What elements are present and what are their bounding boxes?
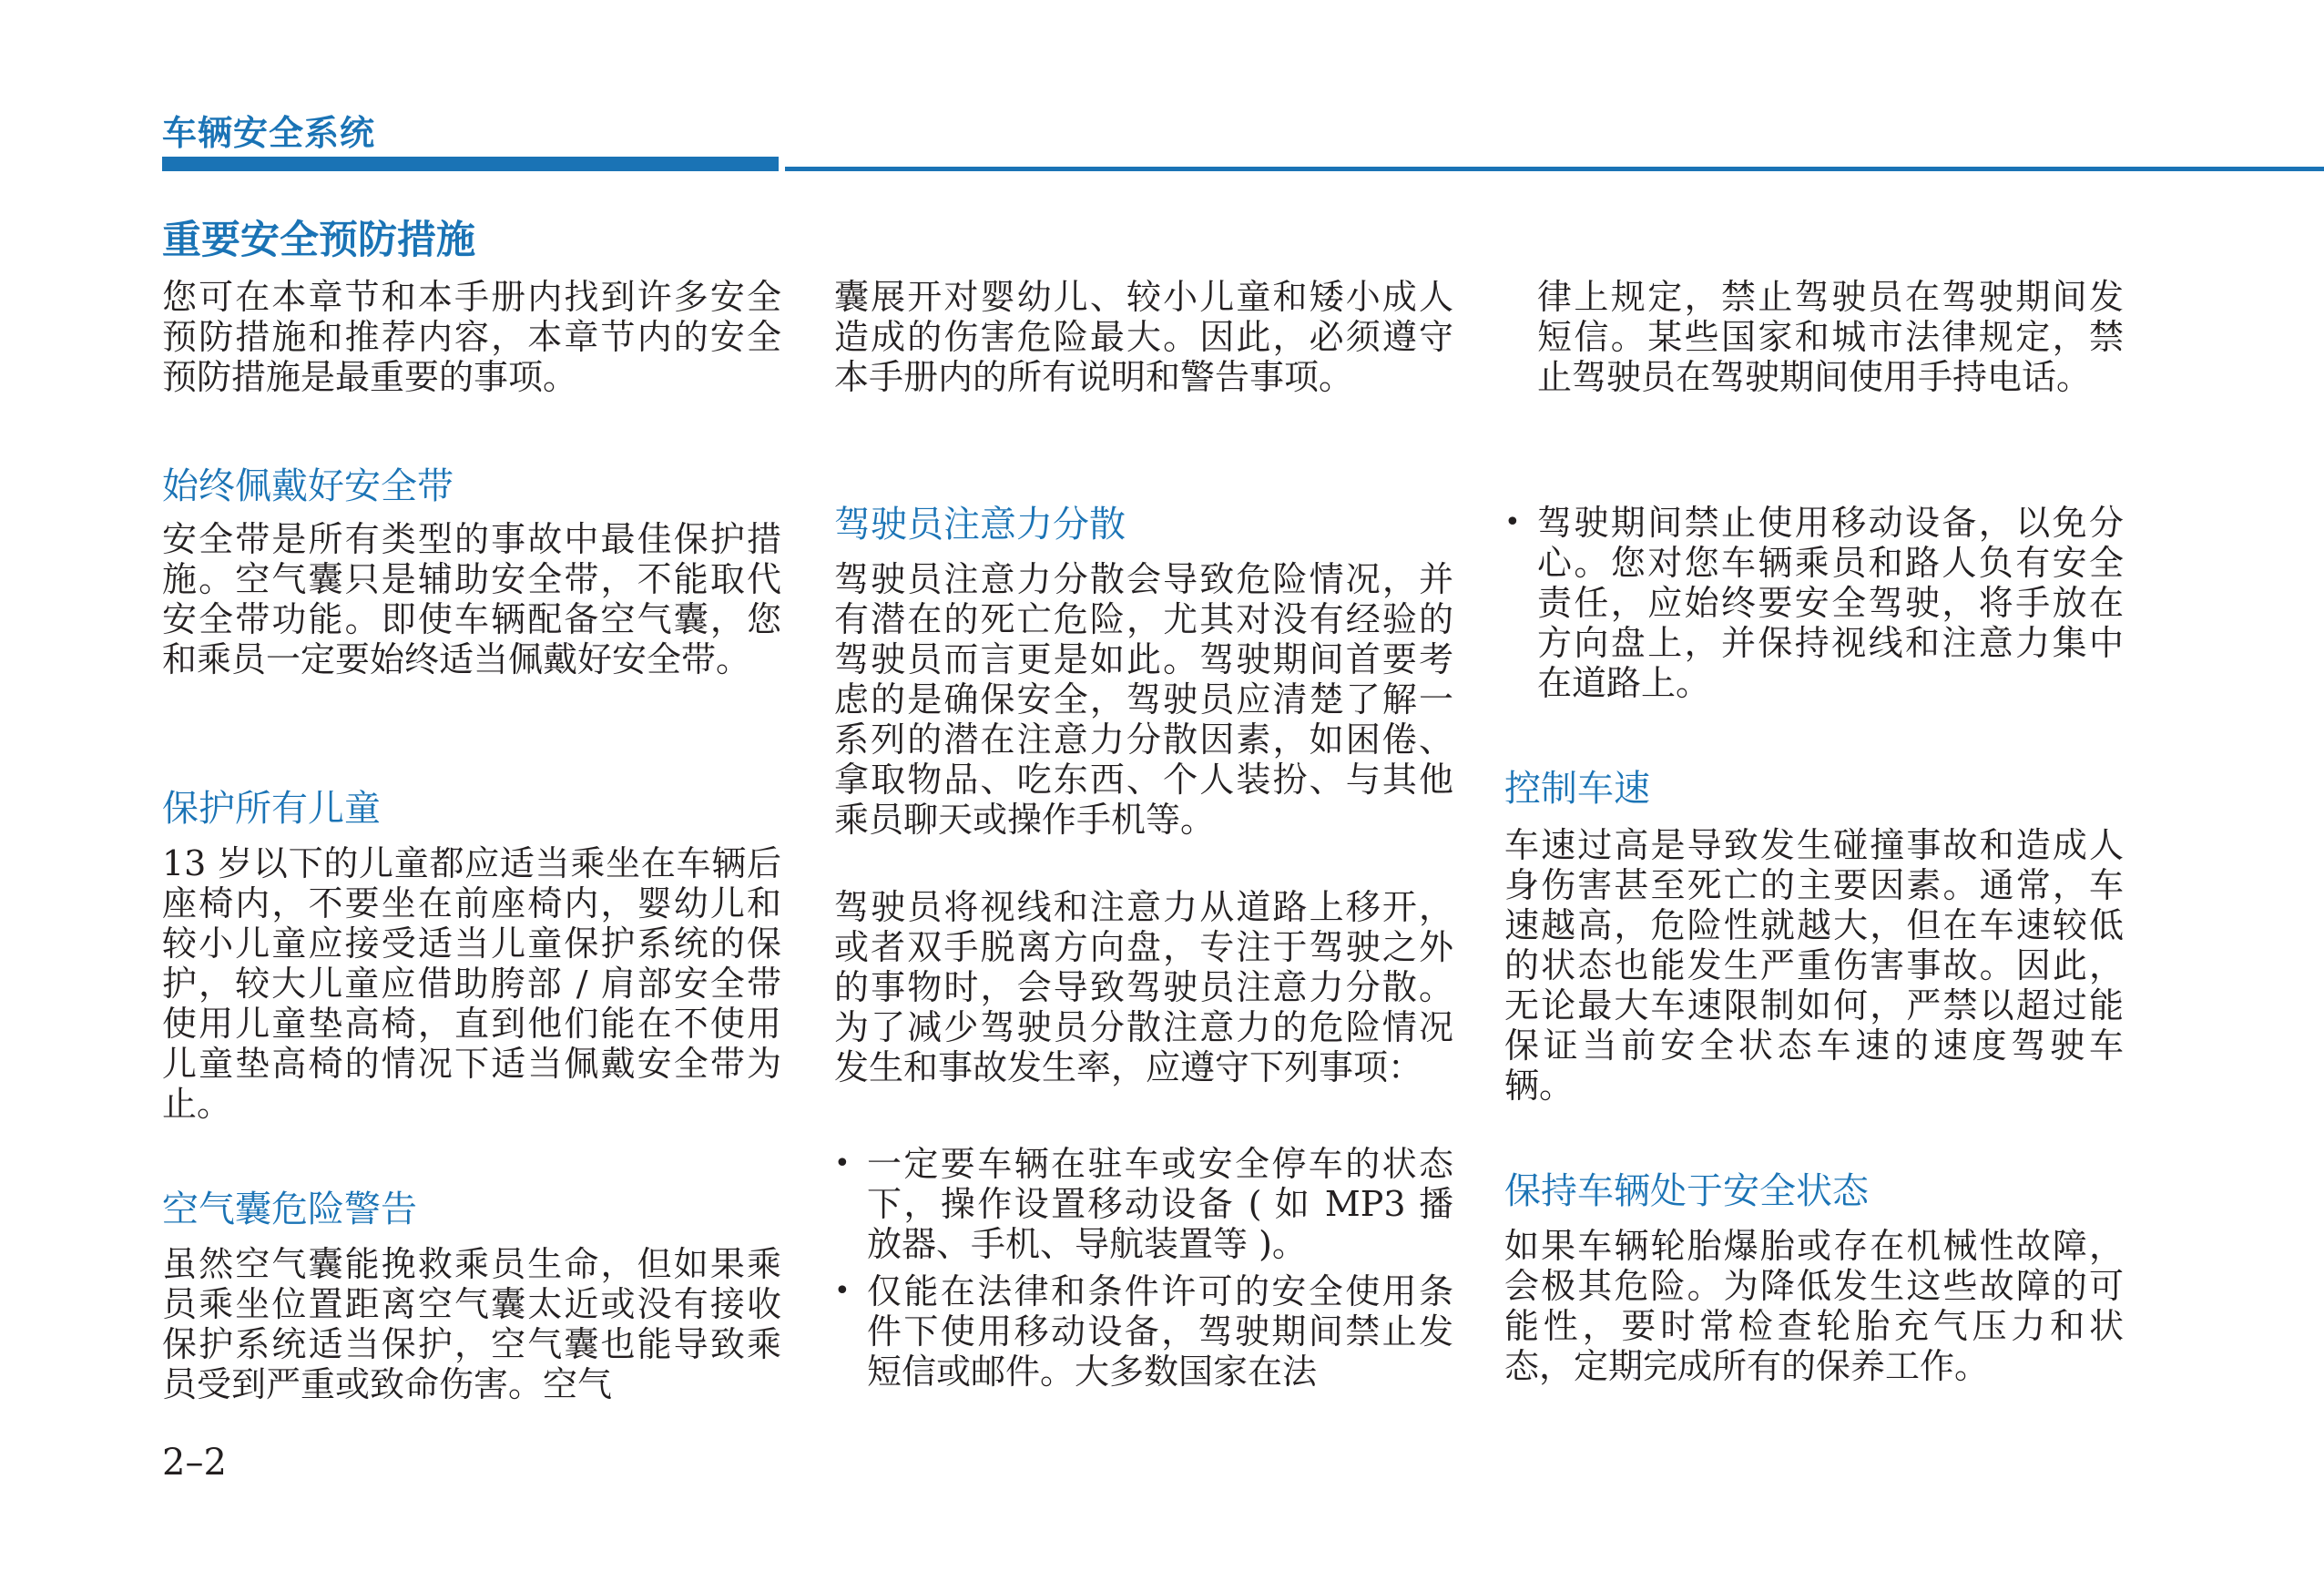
distraction-paragraph-2: 驾驶员将视线和注意力从道路上移开，或者双手脱离方向盘，专注于驾驶之外的事物时，会导致驾驶员注意力分散。为了减少驾驶员分散注意力的危险情况发生和事故发生率，应遵守下列事项： <box>834 887 1453 1087</box>
bullet-dot-icon: • <box>834 1275 851 1307</box>
airbag-paragraph-continued: 囊展开对婴幼儿、较小儿童和矮小成人造成的伤害危险最大。因此，必须遵守本手册内的所有说明和警告事项。 <box>834 277 1453 397</box>
header-rule-thick <box>162 157 779 171</box>
section-title-seatbelt: 始终佩戴好安全带 <box>162 465 454 507</box>
distraction-paragraph-1: 驾驶员注意力分散会导致危险情况，并有潜在的死亡危险，尤其对没有经验的驾驶员而言更是如此。驾驶期间首要考虑的是确保安全，驾驶员应清楚了解一系列的潜在注意力分散因素，如困倦、拿取物品、吃东西、个人装扮、与其他乘员聊天或操作手机等。 <box>834 559 1453 840</box>
bullet-text-continued: 律上规定，禁止驾驶员在驾驶期间发短信。某些国家和城市法律规定，禁止驾驶员在驾驶期间使用手持电话。 <box>1537 277 2124 397</box>
page-number: 2–2 <box>162 1442 227 1484</box>
section-title-distraction: 驾驶员注意力分散 <box>834 504 1126 546</box>
bullet-dot-icon: • <box>1504 506 1521 538</box>
chapter-title: 车辆安全系统 <box>162 113 376 153</box>
seatbelt-paragraph: 安全带是所有类型的事故中最佳保护措施。空气囊只是辅助安全带，不能取代安全带功能。即使车辆配备空气囊，您和乘员一定要始终适当佩戴好安全带。 <box>162 519 781 679</box>
bullet-text: 仅能在法律和条件许可的安全使用条件下使用移动设备，驾驶期间禁止发短信或邮件。大多数国家在法 <box>867 1271 1453 1392</box>
intro-paragraph: 您可在本章节和本手册内找到许多安全预防措施和推荐内容，本章节内的安全预防措施是最重要的事项。 <box>162 277 781 397</box>
children-paragraph: 13 岁以下的儿童都应适当乘坐在车辆后座椅内，不要坐在前座椅内，婴幼儿和较小儿童应接受适当儿童保护系统的保护，较大儿童应借助胯部 / 肩部安全带使用儿童垫高椅，直到他们能在不使用儿童垫高椅的情况下适当佩戴安全带为止。 <box>162 843 781 1124</box>
bullet-item <box>834 1144 1453 1264</box>
bullet-item <box>834 1271 1453 1392</box>
section-title-airbag: 空气囊危险警告 <box>162 1188 417 1230</box>
header-rule-thin <box>785 167 2324 171</box>
section-title-children: 保护所有儿童 <box>162 788 381 830</box>
airbag-paragraph: 虽然空气囊能挽救乘员生命，但如果乘员乘坐位置距离空气囊太近或没有接收保护系统适当保护，空气囊也能导致乘员受到严重或致命伤害。空气 <box>162 1244 781 1404</box>
speed-paragraph: 车速过高是导致发生碰撞事故和造成人身伤害甚至死亡的主要因素。通常，车速越高，危险性就越大，但在车速较低的状态也能发生严重伤害事故。因此，无论最大车速限制如何，严禁以超过能保证当前安全状态车速的速度驾驶车辆。 <box>1504 825 2124 1106</box>
section-title-speed: 控制车速 <box>1504 768 1650 810</box>
bullet-text: 一定要车辆在驻车或安全停车的状态下，操作设置移动设备 ( 如 MP3 播放器、手机、导航装置等 )。 <box>867 1144 1453 1264</box>
bullet-dot-icon: • <box>834 1148 851 1179</box>
section-title-safe-condition: 保持车辆处于安全状态 <box>1504 1170 1869 1212</box>
bullet-item <box>1504 503 2124 703</box>
page-title: 重要安全预防措施 <box>162 218 475 263</box>
safe-condition-paragraph: 如果车辆轮胎爆胎或存在机械性故障，会极其危险。为降低发生这些故障的可能性，要时常检查轮胎充气压力和状态，定期完成所有的保养工作。 <box>1504 1226 2124 1386</box>
bullet-text: 驾驶期间禁止使用移动设备，以免分心。您对您车辆乘员和路人负有安全责任，应始终要安全驾驶，将手放在方向盘上，并保持视线和注意力集中在道路上。 <box>1537 503 2124 703</box>
